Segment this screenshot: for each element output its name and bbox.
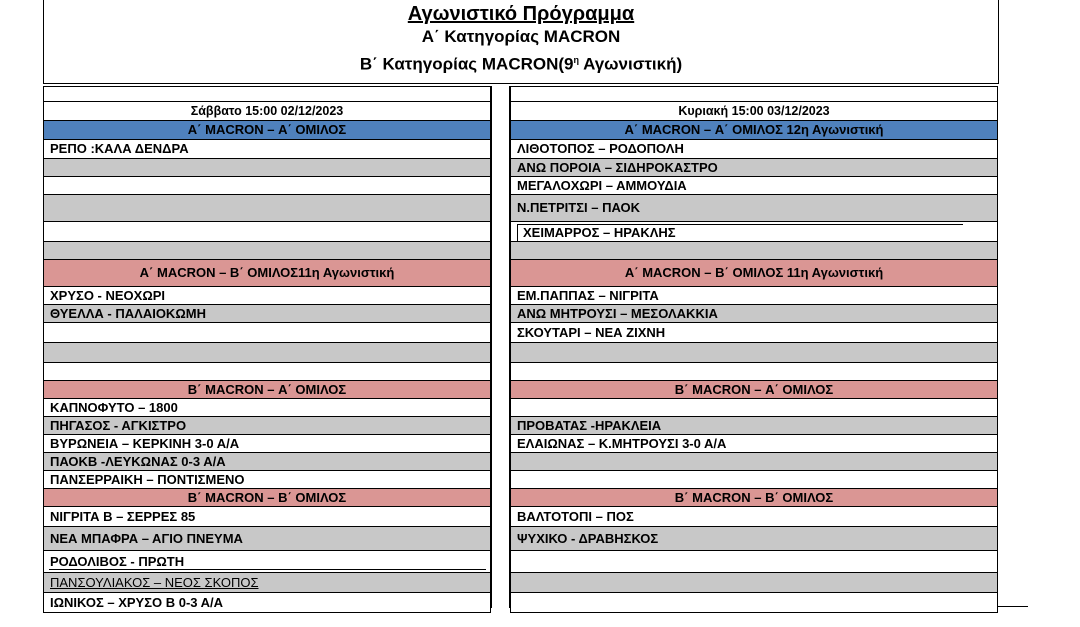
- match-row: ΑΝΩ ΜΗΤΡΟΥΣΙ – ΜΕΣΟΛΑΚΚΙΑ: [510, 305, 998, 323]
- page-title: Αγωνιστικό Πρόγραμμα: [407, 3, 635, 25]
- divider-line: [49, 569, 486, 570]
- match-row: ΕΛΑΙΩΝΑΣ – Κ.ΜΗΤΡΟΥΣΙ 3-0 Α/Α: [510, 435, 998, 453]
- divider-line: [998, 606, 1028, 607]
- match-row: [43, 159, 491, 177]
- match-row: ΑΝΩ ΠΟΡΟΙΑ – ΣΙΔΗΡΟΚΑΣΤΡΟ: [510, 159, 998, 177]
- match-row: ΠΑΝΣΕΡΡΑΙΚΗ – ΠΟΝΤΙΣΜΕΝΟ: [43, 471, 491, 489]
- header-line-a-category: Α΄ Κατηγορίας MACRON: [421, 27, 621, 46]
- match-row: ΧΕΙΜΑΡΡΟΣ – ΗΡΑΚΛΗΣ: [510, 222, 998, 242]
- match-row: ΠΑΟΚΒ -ΛΕΥΚΩΝΑΣ 0-3 Α/Α: [43, 453, 491, 471]
- match-row: ΛΙΘΟΤΟΠΟΣ – ΡΟΔΟΠΟΛΗ: [510, 140, 998, 159]
- match-row: [510, 551, 998, 573]
- match-row: [510, 363, 998, 381]
- match-row: ΧΡΥΣΟ - ΝΕΟΧΩΡΙ: [43, 287, 491, 305]
- match-row: ΘΥΕΛΛΑ - ΠΑΛΑΙΟΚΩΜΗ: [43, 305, 491, 323]
- match-row: [43, 323, 491, 343]
- group-header: Α΄ MACRON – Α΄ ΟΜΙΛΟΣ 12η Αγωνιστική: [510, 121, 998, 140]
- match-row: [43, 363, 491, 381]
- match-row: ΝΙΓΡΙΤΑ Β – ΣΕΡΡΕΣ 85: [43, 507, 491, 527]
- match-row: ΝΕΑ ΜΠΑΦΡΑ – ΑΓΙΟ ΠΝΕΥΜΑ: [43, 527, 491, 551]
- spacer-row: [43, 86, 491, 102]
- match-row: [43, 242, 491, 260]
- match-row: ΠΡΟΒΑΤΑΣ -ΗΡΑΚΛΕΙΑ: [510, 417, 998, 435]
- match-row: [510, 343, 998, 363]
- match-row: [510, 593, 998, 613]
- group-header: Β΄ MACRON – Α΄ ΟΜΙΛΟΣ: [510, 381, 998, 399]
- sunday-date: Κυριακή 15:00 03/12/2023: [510, 102, 998, 121]
- match-row: [43, 222, 491, 242]
- group-header: Β΄ MACRON – Β΄ ΟΜΙΛΟΣ: [43, 489, 491, 507]
- header-line-b-category: Β΄ Κατηγορίας $MACRON(9^\eta$ Αγωνιστική): [359, 54, 683, 74]
- match-row: [510, 573, 998, 593]
- match-row: ΒΥΡΩΝΕΙΑ – ΚΕΡΚΙΝΗ 3-0 Α/Α: [43, 435, 491, 453]
- spacer-row: [510, 86, 998, 102]
- match-row: ΨΥΧΙΚΟ - ΔΡΑΒΗΣΚΟΣ: [510, 527, 998, 551]
- group-header: Α΄ MACRON – Β΄ ΟΜΙΛΟΣ11η Αγωνιστική: [43, 260, 491, 287]
- match-row: ΠΑΝΣΟΥΛΙΑΚΟΣ – ΝΕΟΣ ΣΚΟΠΟΣ: [43, 573, 491, 593]
- match-row: [510, 399, 998, 417]
- match-row: ΣΚΟΥΤΑΡΙ – ΝΕΑ ΖΙΧΝΗ: [510, 323, 998, 343]
- sunday-column: [510, 86, 998, 613]
- group-header: Β΄ MACRON – Α΄ ΟΜΙΛΟΣ: [43, 381, 491, 399]
- match-row: Ν.ΠΕΤΡΙΤΣΙ – ΠΑΟΚ: [510, 195, 998, 222]
- column-separator: [491, 86, 510, 608]
- match-row: [510, 242, 998, 260]
- match-row: ΙΩΝΙΚΟΣ – ΧΡΥΣΟ Β 0-3 Α/Α: [43, 593, 491, 613]
- match-row: ΜΕΓΑΛΟΧΩΡΙ – ΑΜΜΟΥΔΙΑ: [510, 177, 998, 195]
- saturday-date: Σάββατο 15:00 02/12/2023: [43, 102, 491, 121]
- match-row: ΚΑΠΝΟΦΥΤΟ – 1800: [43, 399, 491, 417]
- match-row: [43, 343, 491, 363]
- match-row: ΡΟΔΟΛΙΒΟΣ - ΠΡΩΤΗ: [43, 551, 491, 573]
- group-header: Α΄ MACRON – Β΄ ΟΜΙΛΟΣ 11η Αγωνιστική: [510, 260, 998, 287]
- match-row: [43, 195, 491, 222]
- match-row: ΠΗΓΑΣΟΣ - ΑΓΚΙΣΤΡΟ: [43, 417, 491, 435]
- match-row: ΒΑΛΤΟΤΟΠΙ – ΠΟΣ: [510, 507, 998, 527]
- match-row: [510, 453, 998, 471]
- group-header: Β΄ MACRON – Β΄ ΟΜΙΛΟΣ: [510, 489, 998, 507]
- match-row: ΕΜ.ΠΑΠΠΑΣ – ΝΙΓΡΙΤΑ: [510, 287, 998, 305]
- saturday-column: [43, 86, 491, 613]
- match-row: ΡΕΠΟ :ΚΑΛΑ ΔΕΝΔΡΑ: [43, 140, 491, 159]
- match-row: [510, 471, 998, 489]
- schedule-header: [43, 0, 999, 84]
- match-row: [43, 177, 491, 195]
- group-header: Α΄ MACRON – Α΄ ΟΜΙΛΟΣ: [43, 121, 491, 140]
